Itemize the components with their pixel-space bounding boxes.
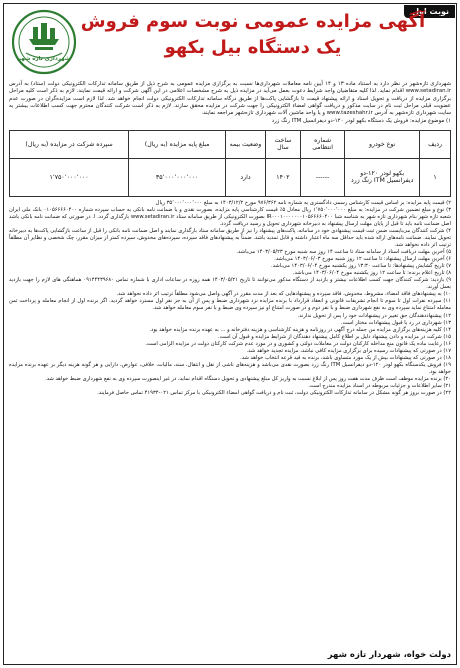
- term-item: ۹) بازدید: شرکت کنندگان جهت کسب اطلاعات بیشتر و بازدید از دستگاه مذکور می‌توانند تا تاریخ ۱۴۰۳/۰۵/۲۱ همه روزه در ساعات اداری با شماره تماس ۰۹۱۴۴۴۳۹۶۸۰ هماهنگی های لازم را جهت بازدید بعمل آورند.: [9, 277, 451, 291]
- col-base-price: مبلغ پایه مزایده (به ریال): [129, 130, 226, 158]
- notice-intro: شهرداری تازه‌شهر در نظر دارد به استناد ماده ۱۳ و ۱۴ آیین نامه معاملات شهرداری‌ها نسبت به برگزاری مزایده عمومی به شرح ذیل از طریق سامانه تدارکات الکترونیکی دولت (ستاد) به آدرس www.setadiran.ir اقدام نماید. لذا کلیه متقاضیان واجد شرایط دعوت بعمل می‌آید در مزایده ذیل به شرح مشخصات اعلامی در این آگهی شرکت و ارائه قیمت نمایند. لازم به ذکر است کلیه مراحل برگزاری مزایده از دریافت و تحویل اسناد و ارائه پیشنهاد قیمت تا بازگشایی پاکت‌ها از طریق درگاه سامانه تدارکات الکترونیکی دولت انجام خواهد شد. لذا لازم است مزایده‌گران در صورت عدم عضویت قبلی مراحل ثبت نام در سایت مذکور و دریافت گواهی امضاء الکترونیکی را جهت شرکت در مزایده محقق سازند. لازم به ذکر است شرکت کنندگان محترم جهت کسب اطلاعات بیشتر به سایت شهرداری تازه‌شهر به آدرس www.tazeshahr.ir و یا واحد ماشین آلات شهرداری تازه‌شهر مراجعه نمایند.: [9, 81, 451, 117]
- term-item: ۲۱) سایر اطلاعات و جزئیات مربوطه در اسناد مزایده مندرج است.: [308, 383, 451, 389]
- municipality-emblem-icon: [11, 9, 77, 75]
- term-item: ۲) قیمت پایه مزایده: بر اساس قیمت کارشناس رسمی دادگستری به شماره نامه ۹۷۶/۳۶۲ مورخ ۱۴۰۳/۱۲/۲ به مبلغ ۳۵٬۰۰۰٬۰۰۰٬۰۰۰ ریال: [155, 199, 451, 206]
- notice-title-line1: آگهی مزایده عمومی نوبت سوم فروش: [80, 11, 426, 32]
- auction-notice-page: [3, 3, 457, 665]
- term-item: ۱۱) سپرده نفرات اول تا سوم تا انجام تشریفات قانونی و انعقاد قرارداد با برنده مزایده نزد شهرداری ضبط و پس از آن به جز نفر اول مسترد خواهد گردید. اگر برنده اول از انجام معامله و پرداخت ثمن معامله امتناع نماید سپرده وی به نفع شهرداری ضبط و با نفر دوم و در صورت امتناع او نیز سپرده وی ضبط و با نفر سوم معامله خواهد شد.: [9, 298, 451, 312]
- col-insurance: وضعیت بیمه: [226, 130, 266, 158]
- first-round-badge: نوبت اول: [404, 5, 455, 18]
- table-row: [10, 158, 451, 196]
- notice-footer: [9, 646, 451, 660]
- term-item: ۴) شرکت کنندگان می‌بایست ضمن ثبت قیمت پیشنهادی خود در سامانه، پاکت‌های پیشنهاد را نیز از طریق سامانه ستاد بارگذاری نمایند و اصل ضمانت نامه بانکی را قبل از ساعت بازگشایی پاکت‌ها به دبیرخانه تحویل نمایند. ضمانت نامه‌های ارائه شده باید حداقل سه ماه اعتبار داشته و قابل تمدید باشد. ضمناً به پیشنهادهای فاقد سپرده، سپرده‌های مخدوش، سپرده کمتر از میزان مقرر، چک شخصی و نظایر آن مطلقاً ترتیب اثر داده نخواهد شد.: [9, 227, 451, 249]
- term-item: ۱۷) در صورتی که پیشنهادات رسیده برای برگزاری مزایده کافی نباشد، مزایده تجدید خواهد شد.: [246, 347, 451, 354]
- term-item: ۸) تاریخ اعلام برنده: تا ساعت ۱۲ روز یکشنبه مورخ ۱۴۰۳/۰۶/۰۴ می‌باشد.: [292, 270, 451, 277]
- logo-text: شهرداری تازه شهر: [17, 56, 71, 62]
- cell-deposit: ۱٬۷۵۰٬۰۰۰٬۰۰۰: [10, 158, 129, 196]
- term-item: ۲۲) در صورت بروز هر گونه مشکل در سامانه تدارکات الکترونیکی دولت، ثبت نام و دریافت گواهی امضاء الکترونیکی با مرکز تماس ۰۲۱-۴۱۹۳۴ تماس حاصل فرمایند.: [97, 390, 451, 397]
- mayor-signature: دولت خواه، شهردار تازه شهر: [327, 650, 451, 660]
- term-item: ۶) آخرین مهلت ارسال پیشنهاد: تا ساعت ۱۲ روز شنبه مورخ ۱۴۰۳/۰۶/۰۳ می‌باشد.: [274, 256, 451, 263]
- term-item: ۱۰) به پیشنهادهای فاقد امضاء، مشروط، مخدوش، فاقد سپرده و پیشنهادهایی که بعد از مدت مقرر در آگهی واصل می‌شود مطلقاً ترتیب اثر داده نخواهد شد.: [116, 291, 451, 298]
- col-plate-number: شماره انتظامی: [301, 130, 345, 158]
- term-item: ۱۶) رعایت ماده یک قانون منع مداخله کارکنان دولت در معاملات دولتی و کشوری و در مورد عدم شرکت کارکنان دولت در مزایده الزامی است.: [145, 340, 451, 347]
- term-item: ۱۲) پیشنهاددهندگان حق تغییر در پیشنهادات خود را پس از تحویل ندارند.: [297, 312, 451, 319]
- cell-vehicle-type: بکهو لودر ۱۲۰-دو دیفرانسیل ITM رنگ زرد: [345, 158, 420, 196]
- term-item: ۲۰) برنده مزایده موظف است ظرف مدت هفت روز پس از ابلاغ نسبت به واریز کل مبلغ پیشنهادی و تحویل دستگاه اقدام نماید، در غیر اینصورت سپرده وی به نفع شهرداری ضبط خواهد شد.: [45, 375, 451, 382]
- term-item: ۱۸) در صورتی که پیشنهادات بیش از یک مورد متساوی باشد، برنده به قید قرعه انتخاب خواهد شد.: [240, 354, 451, 361]
- term-item: ۷) تاریخ گشایش پیشنهادها: تا ساعت ۱۳:۳۰ روز یکشنبه مورخ ۱۴۰۳/۰۶/۰۴ می‌باشد.: [271, 263, 451, 270]
- col-build-year: ساخت سال: [265, 130, 300, 158]
- term-item: ۱۴) کلیه هزینه‌های برگزاری مزایده من جمله درج آگهی در روزنامه و هزینه کارشناسی و هزینه دفترخانه و ... به عهده برنده مزایده خواهد بود.: [149, 326, 451, 333]
- auction-terms: [9, 200, 451, 397]
- term-item: ۵) آخرین مهلت دریافت اسناد از سامانه ستاد تا ساعت ۱۴ روز سه شنبه مورخ ۱۴۰۳/۰۵/۲۳ می‌باشد.: [236, 249, 451, 256]
- table-header-row: [10, 130, 451, 158]
- term-item: ۱۵) شرکت در مزایده و دادن پیشنهاد دلیل بر اطلاع کامل پیشنهاد دهندگان از شرایط مزایده و قبول آن است.: [218, 333, 451, 340]
- cell-row-number: ۱: [420, 158, 451, 196]
- notice-header: [9, 7, 451, 79]
- col-vehicle-type: نوع خودرو: [345, 130, 420, 158]
- auction-items-table: [9, 130, 451, 197]
- cell-plate-number: ------: [301, 158, 345, 196]
- term-item: ۳) نوع و مبلغ تضمین شرکت در مزایده: به مبلغ ۱٬۷۵۰٬۰۰۰٬۰۰۰ ریال معادل ۵٪ قیمت کارشناسی پایه مزایده، بصورت نقدی و یا ضمانت نامه بانکی به حساب سپرده شماره ۰۱۰۵۶۶۶۶۰۴۰۰ بانک ملی ایران شعبه تازه شهر بنام شهرداری تازه شهر به شناسه شبا IR۰۰۰۱۰۰۰۰۰۰۰۱۰۵۶۶۶۶۰۴۰۰ بصورت الکترونیکی از طریق سامانه ستاد www.setadiran.ir بارگذاری گردد. ا. در صورتی که ضمانت نامه بانکی باشد اصل ضمانت نامه باید تا قبل از پایان مهلت ارسال پیشنهاد به دبیرخانه شهرداری تحویل و رسید دریافت گردد.: [9, 206, 451, 227]
- term-item: ۱۹) فروش یکدستگاه بکهو لودر ۱۲۰-دو دیفرانسیل ITM رنگ زرد بصورت نقدی می‌باشد و هزینه‌های ناشی از نقل و انتقال، سند، مالیات، خلافی، عوارض، دارایی و هر گونه هزینه دیگر بر عهده برنده مزایده خواهد بود.: [9, 361, 451, 375]
- auction-subject: ۱) موضوع مزایده: فروش یک دستگاه بکهو لودر ۱۲۰-دو دیفرانسیل ITM رنگ زرد: [271, 118, 451, 125]
- cell-build-year: ۱۴۰۲: [265, 158, 300, 196]
- notice-title-line2: یک دستگاه بیل بکهو: [164, 37, 342, 58]
- term-item: ۱۳) شهرداری در رد یا قبول پیشنهادات مختار است.: [341, 319, 451, 326]
- cell-base-price: ۳۵٬۰۰۰٬۰۰۰٬۰۰۰: [129, 158, 226, 196]
- cell-insurance: دارد: [226, 158, 266, 196]
- col-row-number: ردیف: [420, 130, 451, 158]
- col-deposit: سپرده شرکت در مزایده (به ریال): [10, 130, 129, 158]
